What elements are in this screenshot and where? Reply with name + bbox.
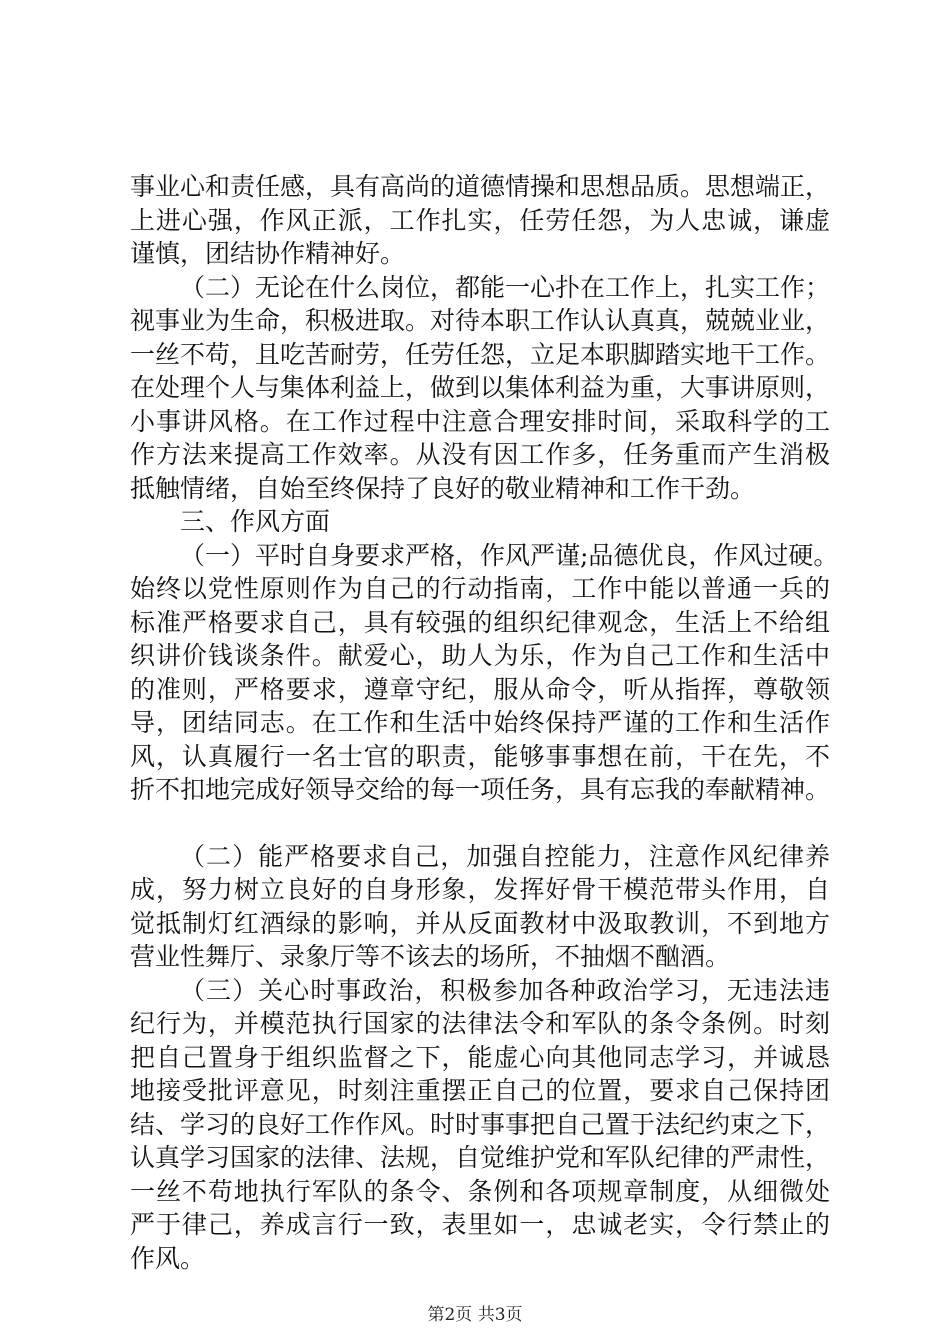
text-line: 把自己置身于组织监督之下，能虚心向其他同志学习，并诚恳: [130, 1042, 830, 1072]
text-line: 的准则，严格要求，遵章守纪，服从命令，听从指挥，尊敬领: [130, 674, 830, 704]
text-line: 视事业为生命，积极进取。对待本职工作认认真真，兢兢业业，: [130, 306, 831, 335]
page-footer: 第2页 共3页: [427, 1305, 523, 1325]
text-line: 成，努力树立良好的自身形象，发挥好骨干模范带头作用，自: [130, 875, 830, 904]
text-line: （二）无论在什么岗位，都能一心扑在工作上，扎实工作；: [180, 272, 831, 302]
text-line: 织讲价钱谈条件。献爱心，助人为乐，作为自己工作和生活中: [130, 641, 830, 670]
text-line: 在处理个人与集体利益上，做到以集体利益为重，大事讲原则，: [130, 373, 831, 402]
text-line: 上进心强，作风正派，工作扎实，任劳任怨，为人忠诚，谦虚: [130, 205, 830, 235]
section-heading: [130, 505, 830, 539]
paragraph: [130, 539, 839, 807]
text-line: （一）平时自身要求严格，作风严谨;品德优良，作风过硬。: [180, 540, 839, 570]
text-line: 谨慎，团结协作精神好。: [130, 239, 406, 268]
paragraph: [130, 974, 830, 1276]
text-line: 标准严格要求自己，具有较强的组织纪律观念，生活上不给组: [130, 607, 830, 637]
text-line: 纪行为，并模范执行国家的法律法令和军队的条令条例。时刻: [130, 1009, 830, 1038]
paragraph: [130, 170, 830, 271]
text-line: 抵触情绪，自始至终保持了良好的敬业精神和工作干劲。: [130, 473, 756, 503]
text-line: 认真学习国家的法律、法规，自觉维护党和军队纪律的严肃性，: [130, 1143, 831, 1172]
paragraph: [130, 271, 830, 506]
text-line: 风，认真履行一名士官的职责，能够事事想在前，干在先，不: [130, 741, 830, 771]
text-line: （二）能严格要求自己，加强自控能力，注意作风纪律养: [180, 841, 830, 871]
text-line: 折不扣地完成好领导交给的每一项任务，具有忘我的奉献精神。: [130, 775, 831, 804]
text-line: 作方法来提高工作效率。从没有因工作多，任务重而产生消极: [130, 440, 830, 469]
text-line: 始终以党性原则作为自己的行动指南，工作中能以普通一兵的: [130, 574, 830, 603]
text-line: 一丝不苟地执行军队的条令、条例和各项规章制度，从细微处: [130, 1176, 830, 1206]
text-line: 作风。: [130, 1243, 206, 1273]
text-line: 小事讲风格。在工作过程中注意合理安排时间，采取科学的工: [130, 406, 830, 436]
text-line: 严于律己，养成言行一致，表里如一，忠诚老实，令行禁止的: [130, 1210, 830, 1239]
text-line: 三、作风方面: [180, 507, 331, 536]
document-body: [130, 170, 839, 1275]
text-line: 结、学习的良好工作作风。时时事事把自己置于法纪约束之下，: [130, 1109, 831, 1139]
text-line: 一丝不苟，且吃苦耐劳，任劳任怨，立足本职脚踏实地干工作。: [130, 339, 831, 369]
text-line: 营业性舞厅、录象厅等不该去的场所，不抽烟不酗酒。: [130, 942, 731, 971]
paragraph: [130, 840, 830, 974]
paragraph-gap: [130, 807, 830, 840]
text-line: 地接受批评意见，时刻注重摆正自己的位置，要求自己保持团: [130, 1076, 830, 1105]
text-line: （三）关心时事政治，积极参加各种政治学习，无违法违: [180, 975, 830, 1005]
text-line: 事业心和责任感，具有高尚的道德情操和思想品质。思想端正，: [130, 172, 831, 201]
text-line: 觉抵制灯红酒绿的影响，并从反面教材中汲取教训，不到地方: [130, 908, 830, 938]
text-line: 导，团结同志。在工作和生活中始终保持严谨的工作和生活作: [130, 708, 830, 737]
